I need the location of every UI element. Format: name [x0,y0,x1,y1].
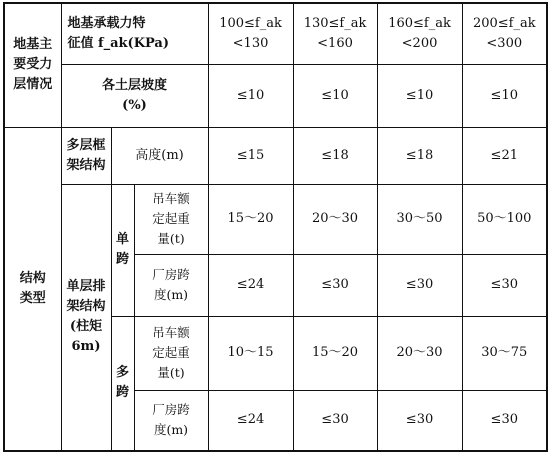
multi-span-line-2: 跨 [115,385,129,401]
multi-span-line-1: 多 [115,365,129,381]
multi-span-length-label [134,390,208,451]
multi-span-length-line-1: 厂房跨 [152,402,190,418]
multi-span-length-value-1: ≤24 [208,390,293,451]
single-story-frame-line-1: 单层排 [66,279,106,295]
multistory-height-value-3: ≤18 [377,127,462,184]
multi-span-crane-value-1: 10～15 [208,316,293,390]
slope-row [4,64,547,127]
single-span-crane-value-2: 20～30 [293,184,377,254]
multi-span-crane-line-1: 吊车额 [152,325,190,340]
range-1-line-1: 100≤f_ak [219,15,282,31]
multistory-frame-line-2: 架结构 [66,157,106,173]
single-span-length-value-1: ≤24 [208,254,293,316]
single-story-frame-line-4: 6m) [71,339,101,355]
range-2-line-1: 130≤f_ak [303,15,367,31]
range-1-line-2: <130 [232,35,269,51]
multi-span-crane-line-3: 量(t) [157,365,185,380]
bearing-capacity-line-2: 征值 f_ak(KPa) [67,35,169,51]
multistory-height-row [4,127,547,184]
structure-type-line-2: 类型 [19,290,46,306]
single-span-crane-line-2: 定起重 [152,211,190,226]
multi-span-length-value-2: ≤30 [293,390,377,451]
multi-span-crane-label [134,316,208,390]
single-story-frame-cell [61,184,111,451]
foundation-structure-table [3,2,548,452]
structure-type-cell [4,127,61,451]
multi-span-cell [111,316,134,451]
multistory-height-value-4: ≤21 [462,127,547,184]
multi-span-crane-line-2: 定起重 [152,345,190,360]
header-row [4,3,547,64]
bearing-capacity-header [61,3,208,64]
single-span-crane-line-3: 量(t) [157,231,185,246]
single-span-crane-label [134,184,208,254]
slope-label-line-1: 各土层坡度 [102,77,168,93]
multi-span-length-line-2: 度(m) [153,422,189,438]
soil-layer-header-cell [4,3,61,127]
single-span-length-line-1: 厂房跨 [152,267,190,282]
bearing-capacity-line-1: 地基承载力特 [67,15,146,31]
single-story-frame-line-2: 架结构 [66,299,106,315]
multistory-frame-cell [61,127,111,184]
single-span-cell [111,184,134,316]
single-story-frame-line-3: (柱矩 [69,319,103,335]
single-span-length-value-4: ≤30 [462,254,547,316]
range-3-line-1: 160≤f_ak [388,15,451,31]
multi-span-crane-value-2: 15～20 [293,316,377,390]
multistory-height-value-2: ≤18 [293,127,377,184]
single-span-crane-value-3: 30～50 [377,184,462,254]
slope-value-4: ≤10 [462,64,547,127]
multi-span-crane-value-3: 20～30 [377,316,462,390]
range-header-4 [462,3,547,64]
single-span-crane-value-4: 50～100 [462,184,547,254]
range-header-1 [208,3,293,64]
slope-value-3: ≤10 [377,64,462,127]
structure-type-line-1: 结构 [19,270,46,286]
soil-layer-header-line-3: 层情况 [13,77,53,93]
multi-span-length-value-3: ≤30 [377,390,462,451]
slope-value-2: ≤10 [293,64,377,127]
single-span-length-value-3: ≤30 [377,254,462,316]
single-span-line-2: 跨 [115,252,129,267]
multistory-height-label: 高度(m) [111,127,208,184]
multistory-height-value-1: ≤15 [208,127,293,184]
single-span-length-label [134,254,208,316]
range-2-line-2: <160 [317,35,353,51]
multistory-frame-line-1: 多层框 [66,137,106,153]
single-span-line-1: 单 [115,232,129,247]
single-span-length-line-2: 度(m) [153,287,189,302]
single-span-crane-value-1: 15～20 [208,184,293,254]
single-span-length-value-2: ≤30 [293,254,377,316]
range-3-line-2: <200 [401,35,438,51]
single-span-crane-row [4,184,547,254]
range-4-line-1: 200≤f_ak [472,15,536,31]
slope-label-line-2: (%) [122,97,147,113]
range-4-line-2: <300 [486,35,523,51]
range-header-2 [293,3,377,64]
soil-layer-header-line-2: 要受力 [13,57,53,73]
slope-value-1: ≤10 [208,64,293,127]
single-span-crane-line-1: 吊车额 [152,191,190,206]
multi-span-length-value-4: ≤30 [462,390,547,451]
slope-label-cell [61,64,208,127]
range-header-3 [377,3,462,64]
soil-layer-header-line-1: 地基主 [13,37,53,53]
multi-span-crane-value-4: 30～75 [462,316,547,390]
